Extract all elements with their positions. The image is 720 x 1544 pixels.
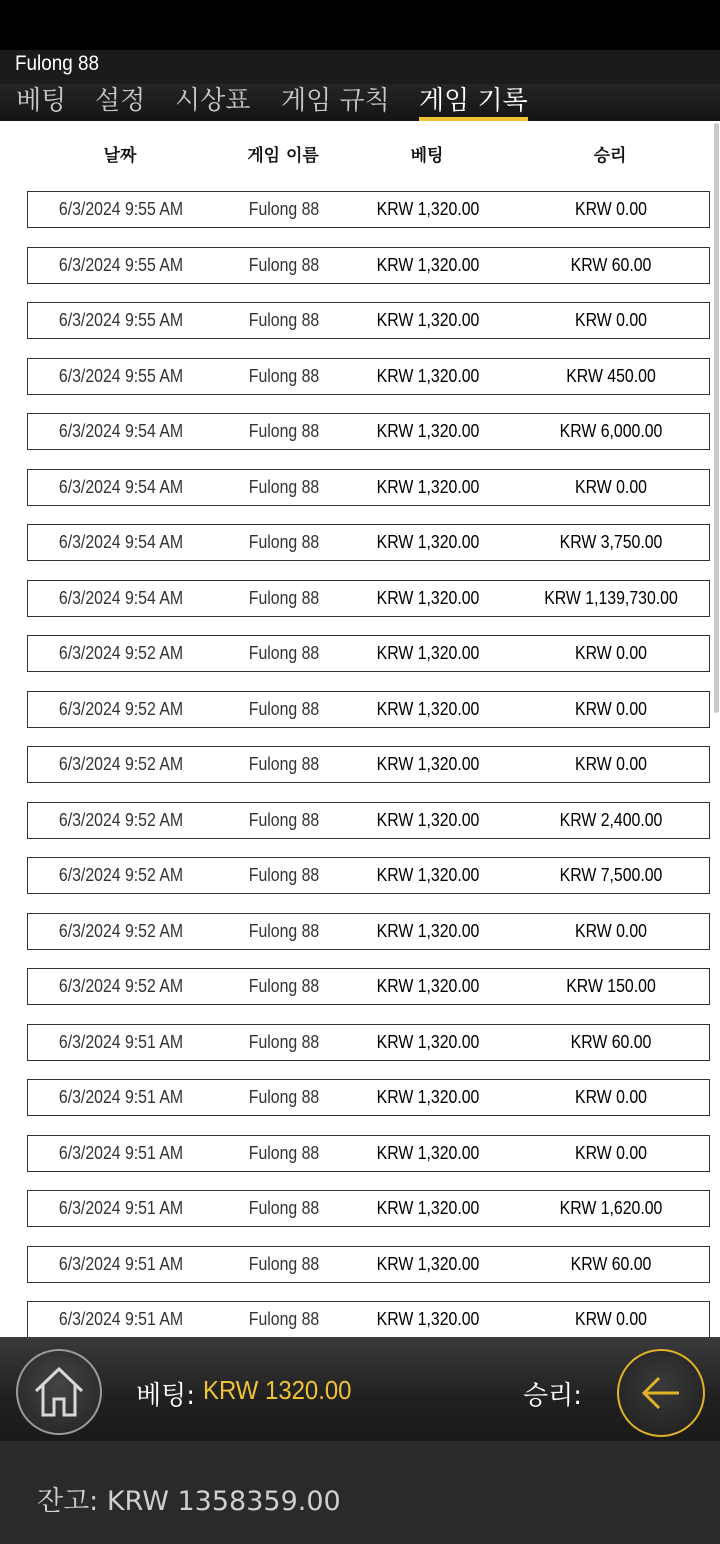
table-row[interactable] — [27, 802, 710, 839]
cell-date: 6/3/2024 9:55 AM — [58, 254, 184, 275]
cell-bet: KRW 1,320.00 — [376, 976, 480, 996]
cell-date: 6/3/2024 9:52 AM — [58, 809, 184, 830]
cell-game-name: Fulong 88 — [248, 1087, 320, 1107]
cell-win: KRW 150.00 — [566, 976, 656, 996]
table-row[interactable] — [27, 857, 710, 894]
table-row[interactable] — [27, 469, 710, 506]
tab-paytable[interactable]: 시상표 — [175, 86, 251, 116]
table-row[interactable] — [27, 635, 710, 672]
table-row[interactable] — [27, 913, 710, 950]
cell-date: 6/3/2024 9:51 AM — [58, 1253, 184, 1274]
bet-value: KRW 1320.00 — [203, 1375, 352, 1405]
cell-game-name: Fulong 88 — [248, 865, 320, 885]
table-row[interactable] — [27, 580, 710, 617]
cell-win: KRW 0.00 — [575, 476, 647, 497]
cell-date: 6/3/2024 9:52 AM — [58, 865, 184, 885]
bet-label: 베팅: — [136, 1381, 195, 1411]
scrollbar[interactable] — [714, 123, 719, 713]
tab-betting[interactable]: 베팅 — [16, 86, 67, 116]
cell-win: KRW 1,620.00 — [559, 1198, 663, 1218]
cell-date: 6/3/2024 9:54 AM — [58, 532, 184, 552]
cell-bet: KRW 1,320.00 — [376, 698, 480, 719]
cell-game-name: Fulong 88 — [248, 587, 320, 608]
cell-bet: KRW 1,320.00 — [376, 643, 480, 663]
bottom-bar — [0, 1337, 720, 1441]
tab-settings[interactable]: 설정 — [95, 86, 146, 116]
cell-bet: KRW 1,320.00 — [376, 920, 480, 941]
table-row[interactable] — [27, 1301, 710, 1337]
title-bar — [0, 50, 720, 84]
table-row[interactable] — [27, 358, 710, 395]
back-button[interactable] — [617, 1349, 705, 1437]
cell-game-name: Fulong 88 — [248, 254, 320, 275]
cell-date: 6/3/2024 9:55 AM — [58, 199, 184, 219]
cell-date: 6/3/2024 9:52 AM — [58, 698, 184, 719]
table-row[interactable] — [27, 191, 710, 228]
cell-date: 6/3/2024 9:52 AM — [58, 643, 184, 663]
cell-bet: KRW 1,320.00 — [376, 1142, 480, 1163]
cell-game-name: Fulong 88 — [248, 698, 320, 719]
cell-date: 6/3/2024 9:54 AM — [58, 587, 184, 608]
cell-game-name: Fulong 88 — [248, 1253, 320, 1274]
cell-date: 6/3/2024 9:52 AM — [58, 920, 184, 941]
cell-game-name: Fulong 88 — [248, 365, 320, 386]
cell-game-name: Fulong 88 — [248, 421, 320, 441]
cell-game-name: Fulong 88 — [248, 1198, 320, 1218]
table-row[interactable] — [27, 968, 710, 1005]
cell-win: KRW 0.00 — [575, 698, 647, 719]
game-history-list[interactable] — [0, 121, 720, 1337]
cell-bet: KRW 1,320.00 — [376, 1198, 480, 1218]
cell-win: KRW 0.00 — [575, 920, 647, 941]
tab-game-history[interactable]: 게임 기록 — [419, 84, 528, 121]
tab-bar — [0, 84, 720, 121]
cell-win: KRW 60.00 — [570, 1031, 652, 1052]
table-row[interactable] — [27, 1079, 710, 1116]
cell-win: KRW 450.00 — [566, 365, 656, 386]
cell-date: 6/3/2024 9:51 AM — [58, 1309, 184, 1329]
cell-bet: KRW 1,320.00 — [376, 365, 480, 386]
cell-game-name: Fulong 88 — [248, 310, 320, 330]
cell-bet: KRW 1,320.00 — [376, 754, 480, 774]
table-row[interactable] — [27, 413, 710, 450]
balance-text: 잔고: KRW 1358359.00 — [37, 1486, 341, 1517]
cell-win: KRW 0.00 — [575, 1309, 647, 1329]
cell-win: KRW 6,000.00 — [559, 421, 663, 441]
cell-date: 6/3/2024 9:51 AM — [58, 1087, 184, 1107]
cell-date: 6/3/2024 9:51 AM — [58, 1031, 184, 1052]
cell-win: KRW 1,139,730.00 — [544, 587, 678, 608]
cell-bet: KRW 1,320.00 — [376, 310, 480, 330]
cell-date: 6/3/2024 9:55 AM — [58, 310, 184, 330]
cell-win: KRW 7,500.00 — [559, 865, 663, 885]
cell-win: KRW 0.00 — [575, 754, 647, 774]
cell-game-name: Fulong 88 — [248, 754, 320, 774]
table-row[interactable] — [27, 1024, 710, 1061]
cell-bet: KRW 1,320.00 — [376, 1253, 480, 1274]
cell-game-name: Fulong 88 — [248, 976, 320, 996]
cell-win: KRW 0.00 — [575, 199, 647, 219]
cell-game-name: Fulong 88 — [248, 199, 320, 219]
cell-date: 6/3/2024 9:55 AM — [58, 365, 184, 386]
table-row[interactable] — [27, 524, 710, 561]
cell-game-name: Fulong 88 — [248, 1309, 320, 1329]
cell-date: 6/3/2024 9:52 AM — [58, 976, 184, 996]
table-row[interactable] — [27, 247, 710, 284]
cell-bet: KRW 1,320.00 — [376, 1031, 480, 1052]
balance-bar — [0, 1441, 720, 1544]
cell-win: KRW 60.00 — [570, 1253, 652, 1274]
table-row[interactable] — [27, 746, 710, 783]
cell-date: 6/3/2024 9:54 AM — [58, 476, 184, 497]
cell-win: KRW 0.00 — [575, 310, 647, 330]
cell-win: KRW 3,750.00 — [559, 532, 663, 552]
cell-game-name: Fulong 88 — [248, 476, 320, 497]
header-game-name: 게임 이름 — [247, 146, 319, 166]
cell-bet: KRW 1,320.00 — [376, 532, 480, 552]
cell-game-name: Fulong 88 — [248, 532, 320, 552]
win-label: 승리: — [523, 1381, 582, 1411]
cell-bet: KRW 1,320.00 — [376, 587, 480, 608]
cell-game-name: Fulong 88 — [248, 1142, 320, 1163]
cell-date: 6/3/2024 9:52 AM — [58, 754, 184, 774]
cell-game-name: Fulong 88 — [248, 809, 320, 830]
table-row[interactable] — [27, 1135, 710, 1172]
arrow-left-icon — [639, 1373, 683, 1413]
cell-win: KRW 2,400.00 — [559, 809, 663, 830]
cell-game-name: Fulong 88 — [248, 643, 320, 663]
cell-bet: KRW 1,320.00 — [376, 199, 480, 219]
cell-bet: KRW 1,320.00 — [376, 1087, 480, 1107]
cell-date: 6/3/2024 9:54 AM — [58, 421, 184, 441]
table-row[interactable] — [27, 691, 710, 728]
cell-win: KRW 0.00 — [575, 1142, 647, 1163]
cell-date: 6/3/2024 9:51 AM — [58, 1142, 184, 1163]
cell-bet: KRW 1,320.00 — [376, 254, 480, 275]
cell-game-name: Fulong 88 — [248, 1031, 320, 1052]
cell-win: KRW 0.00 — [575, 643, 647, 663]
home-icon — [30, 1363, 88, 1421]
cell-win: KRW 60.00 — [570, 254, 652, 275]
table-row[interactable] — [27, 1190, 710, 1227]
cell-bet: KRW 1,320.00 — [376, 476, 480, 497]
table-row[interactable] — [27, 1246, 710, 1283]
cell-bet: KRW 1,320.00 — [376, 809, 480, 830]
home-button[interactable] — [16, 1349, 102, 1435]
app-title: Fulong 88 — [15, 52, 100, 75]
table-row[interactable] — [27, 302, 710, 339]
cell-bet: KRW 1,320.00 — [376, 865, 480, 885]
header-date: 날짜 — [103, 146, 137, 166]
cell-win: KRW 0.00 — [575, 1087, 647, 1107]
header-bet: 베팅 — [410, 146, 444, 166]
cell-bet: KRW 1,320.00 — [376, 421, 480, 441]
status-bar-area — [0, 0, 720, 50]
cell-game-name: Fulong 88 — [248, 920, 320, 941]
header-win: 승리 — [593, 146, 627, 166]
tab-game-rules[interactable]: 게임 규칙 — [281, 86, 390, 116]
cell-bet: KRW 1,320.00 — [376, 1309, 480, 1329]
cell-date: 6/3/2024 9:51 AM — [58, 1198, 184, 1218]
table-header — [0, 121, 720, 187]
